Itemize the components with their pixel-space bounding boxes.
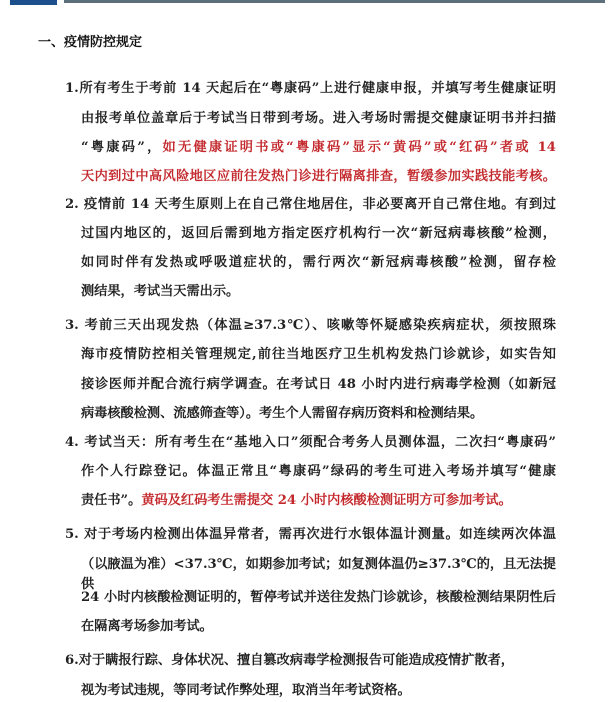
body-text: 责任书”。 xyxy=(81,493,142,508)
body-text: 6.对于瞒报行踪、身体状况、擅自篡改病毒学检测报告可能造成疫情扩散者， xyxy=(65,653,514,668)
body-text: 接诊医师并配合流行病学调查。在考试日 48 小时内进行病毒学检测（如新冠 xyxy=(81,377,556,392)
text-line xyxy=(81,224,556,244)
text-line xyxy=(65,525,556,545)
text-line xyxy=(81,167,556,187)
body-text: 由报考单位盖章后于考试当日带到考场。进入考场时需提交健康证明书并扫描 xyxy=(81,111,556,126)
section-heading: 一、疫情防控规定 xyxy=(38,35,143,50)
text-line xyxy=(81,491,512,511)
highlighted-text: 如无健康证明书或“粤康码”显示“黄码”或“红码”者或 14 xyxy=(162,140,556,155)
text-line xyxy=(65,316,556,336)
body-text: 1.所有考生于考前 14 天起后在“粤康码”上进行健康申报，并填写考生健康证明 xyxy=(65,81,556,96)
text-line xyxy=(81,345,556,365)
text-line xyxy=(81,404,483,424)
text-line xyxy=(81,462,556,482)
text-line xyxy=(81,138,556,158)
body-text: （以腋温为准）<37.3℃，如期参加考试；如复测体温仍≥37.3℃的，且无法提供 xyxy=(81,557,556,592)
body-text: 过国内地区的，返回后需到地方指定医疗机构行一次“新冠病毒核酸”检测， xyxy=(81,226,556,241)
body-text: 4. 考试当天：所有考生在“基地入口”须配合考务人员测体温，二次扫“粤康码” xyxy=(65,435,556,450)
body-text: 在隔离考场参加考试。 xyxy=(81,619,213,634)
text-line xyxy=(81,282,239,302)
highlighted-text: 黄码及红码考生需提交 24 小时内核酸检测证明方可参加考试。 xyxy=(141,493,512,508)
text-line xyxy=(65,79,556,99)
body-text: 24 小时内核酸检测证明的，暂停考试并送往发热门诊就诊，核酸检测结果阴性后 xyxy=(81,590,556,605)
text-line xyxy=(81,555,556,592)
text-line xyxy=(65,433,556,453)
body-text: “粤康码”， xyxy=(81,140,163,155)
body-text: 海市疫情防控相关管理规定,前往当地医疗卫生机构发热门诊就诊，如实告知 xyxy=(81,347,556,362)
body-text: 作个人行踪登记。体温正常且“粤康码”绿码的考生可进入考场并填写“健康 xyxy=(81,464,556,479)
text-line xyxy=(81,109,556,129)
header-divider xyxy=(64,0,605,3)
header-color-block xyxy=(10,0,57,5)
body-text: 5. 对于考场内检测出体温异常者，需再次进行水银体温计测量。如连续两次体温 xyxy=(65,527,556,542)
text-line xyxy=(65,651,514,671)
highlighted-text: 天内到过中高风险地区应前往发热门诊进行隔离排查，暂缓参加实践技能考核。 xyxy=(81,169,556,184)
text-line xyxy=(65,195,556,215)
text-line xyxy=(81,681,411,701)
body-text: 测结果，考试当天需出示。 xyxy=(81,284,240,299)
body-text: 如同时伴有发热或呼吸道症状的，需行两次“新冠病毒核酸”检测，留存检 xyxy=(81,255,556,270)
body-text: 病毒核酸检测、流感筛查等）。考生个人需留存病历资料和检测结果。 xyxy=(81,406,484,421)
text-line xyxy=(81,617,213,637)
text-line xyxy=(81,588,556,608)
body-text: 视为考试违规，等同考试作弊处理，取消当年考试资格。 xyxy=(81,683,411,698)
text-line xyxy=(81,253,556,273)
text-line xyxy=(81,375,556,395)
body-text: 3. 考前三天出现发热（体温≥37.3℃）、咳嗽等怀疑感染疾病症状，须按照珠 xyxy=(65,318,556,333)
body-text: 2. 疫情前 14 天考生原则上在自己常住地居住，非必要离开自己常住地。有到过 xyxy=(65,197,556,212)
